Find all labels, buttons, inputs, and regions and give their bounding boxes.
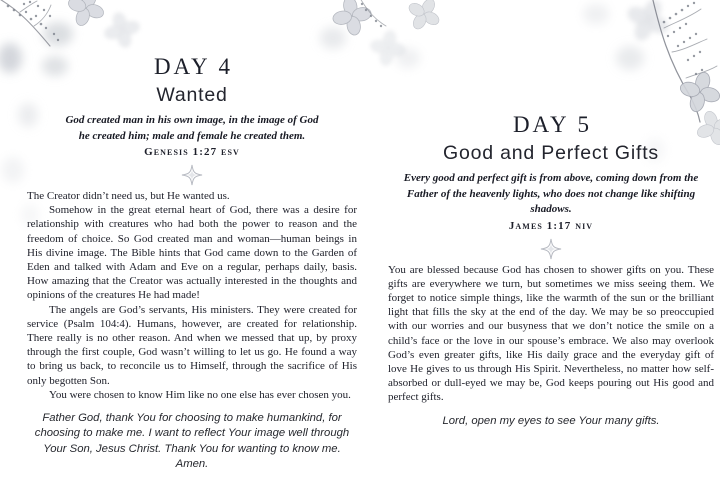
body-paragraph: You were chosen to know Him like no one else has ever chosen you. bbox=[49, 388, 351, 401]
body-paragraph: Somehow in the great eternal heart of God, there was a desire for relationship with creatures who had both the power to reason and the freedom of choice. So God created man and woman—human beings in His divine image. The Bible hints that God came down to the Garden of Eden and talked with Adam and Eve on a regular, perhaps daily, basis. How amazing that the Creator was actually interested in the thoughts and opinions of the creatures He had made! bbox=[27, 204, 357, 302]
prayer bbox=[27, 411, 357, 473]
prayer-line: Lord, open my eyes to see Your many gifts. bbox=[442, 414, 660, 427]
day-title: Wanted bbox=[156, 84, 228, 106]
sparkle-ornament bbox=[27, 164, 357, 186]
day-label: DAY 5 bbox=[512, 112, 593, 137]
scripture-quote bbox=[388, 171, 714, 218]
prayer bbox=[388, 414, 714, 429]
prayer-line: Your Son, Jesus Christ. Thank You for wanting to know me. Amen. bbox=[43, 442, 341, 471]
left-page bbox=[27, 54, 357, 473]
scripture-line: Every good and perfect gift is from above, coming down from the bbox=[403, 172, 699, 184]
scripture-reference: James 1:17 niv bbox=[508, 219, 594, 232]
body-paragraph: You are blessed because God has chosen to shower gifts on you. These gifts are everywhere we turn, but sometimes we miss seeing them. We forget to notice simple things, like the warmth of the sun or the brilliant light that fills the sky at the end of the day. We may be so preoccupied with our worries and our busyness that we don’t notice the smile on a child’s face or the love in our spouse’s embrace. We also may overlook God’s even greater gifts, like His daily grace and the everyday gift of love He gives to us through His Spirit. Nevertheless, no matter how self-absorbed or dull-eyed we may be, God keeps pouring out His good and perfect gifts. bbox=[388, 263, 714, 404]
devotional-body bbox=[27, 189, 357, 402]
scripture-line: he created him; male and female he created them. bbox=[78, 129, 306, 142]
scripture-quote bbox=[27, 113, 357, 144]
sparkle-ornament bbox=[388, 238, 714, 260]
prayer-line: Father God, thank You for choosing to make humankind, for bbox=[42, 412, 342, 425]
prayer-line: choosing to make me. I want to reflect Your image well through bbox=[34, 427, 350, 440]
right-page bbox=[388, 112, 714, 429]
scripture-line: God created man in his own image, in the image of God bbox=[65, 114, 319, 126]
day-title: Good and Perfect Gifts bbox=[443, 142, 659, 164]
scripture-reference: Genesis 1:27 esv bbox=[144, 146, 240, 158]
sparkle-icon bbox=[540, 238, 562, 260]
sparkle-icon bbox=[181, 164, 203, 186]
body-paragraph: The Creator didn’t need us, but He wanted us. bbox=[27, 190, 230, 202]
scripture-line: Father of the heavenly lights, who does not change like shifting shadows. bbox=[406, 187, 696, 215]
day-label: DAY 4 bbox=[153, 54, 234, 79]
devotional-body bbox=[388, 263, 714, 405]
body-paragraph: The angels are God’s servants, His ministers. They were created for service (Psalm 104:4). Humans, however, are created for relationship. There really is no other reason. And when we messed that up, by proxy through the first couple, God wasn’t willing to let us go. He found a way to bring us back, to reconcile us to Himself, through the sacrifice of His only begotten Son. bbox=[27, 303, 357, 387]
